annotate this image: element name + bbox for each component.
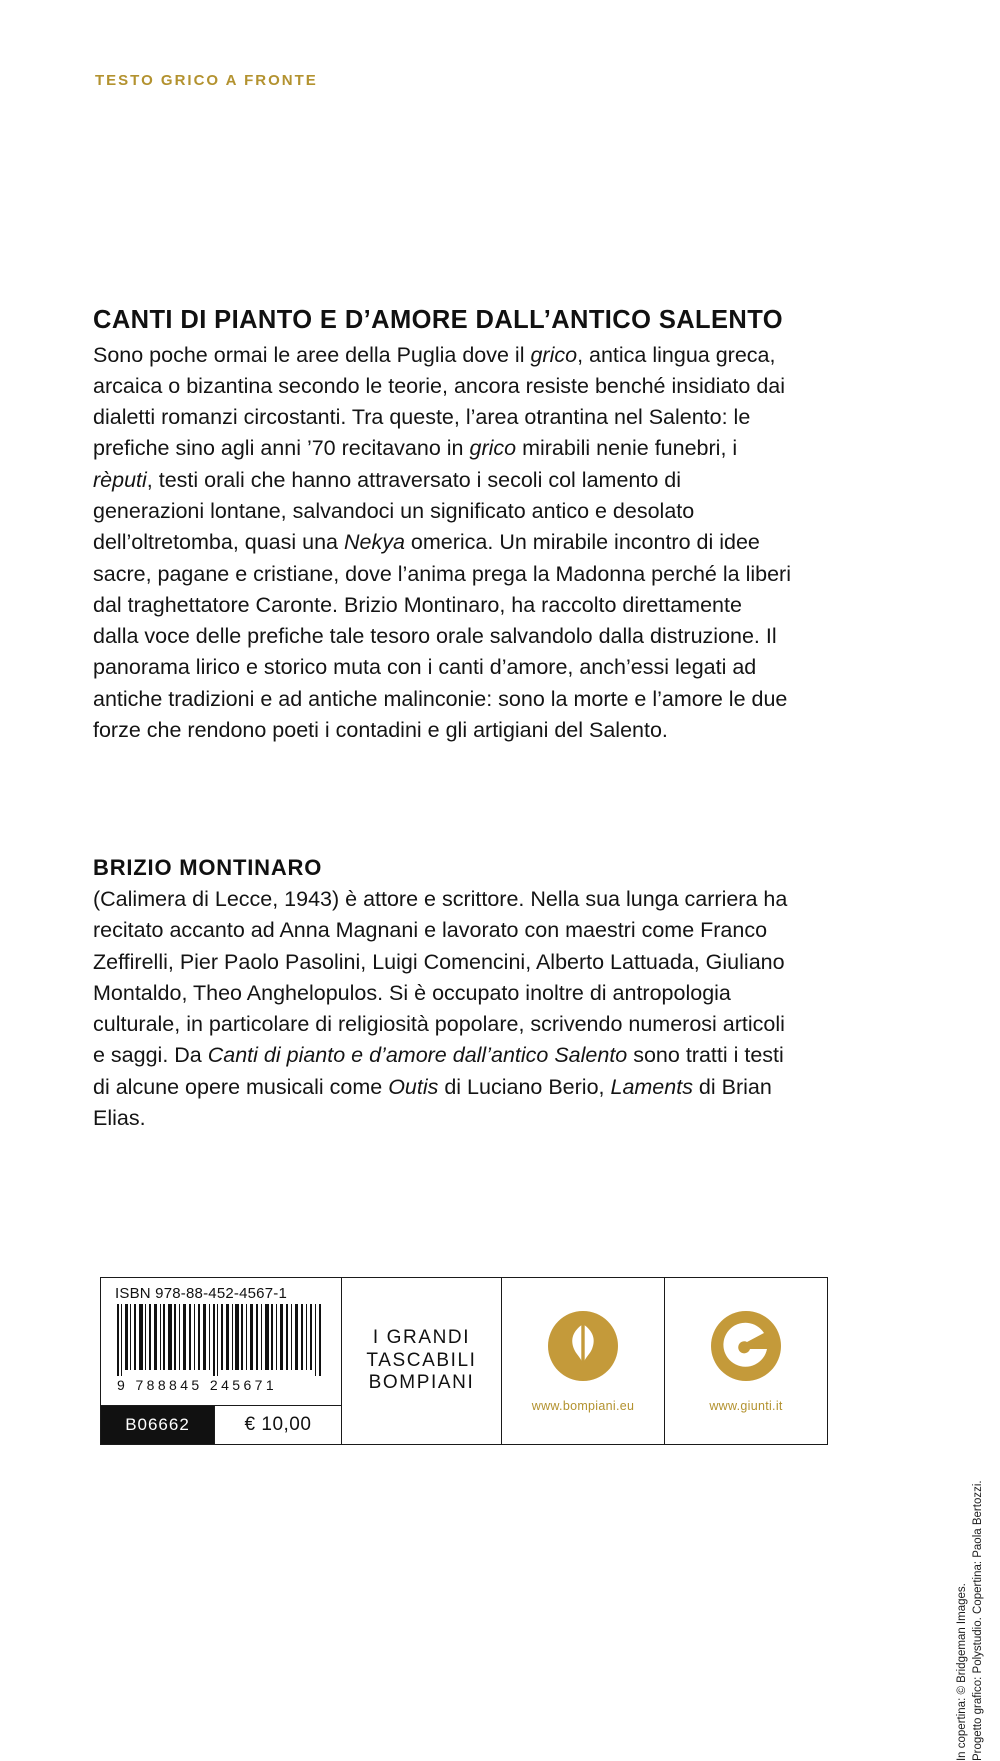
price-row: [101, 1405, 341, 1444]
blurb-title: CANTI DI PIANTO E D’AMORE DALL’ANTICO SALENTO: [93, 306, 783, 334]
barcode-icon: [115, 1304, 327, 1376]
credits-line-1: In copertina: © Bridgeman Images.: [955, 1583, 968, 1761]
series-eyebrow: TESTO GRICO A FRONTE: [95, 72, 318, 89]
publisher-series-cell: [341, 1278, 501, 1444]
barcode-digits: 9 788845 245671: [117, 1377, 277, 1393]
giunti-url[interactable]: www.giunti.it: [709, 1399, 783, 1413]
bompiani-logo-cell: [501, 1278, 664, 1444]
price-value: € 10,00: [214, 1406, 341, 1444]
publisher-line-2: TASCABILI: [366, 1349, 477, 1371]
cover-credits: [955, 1461, 986, 1761]
author-section: [93, 855, 793, 1134]
blurb-section: [93, 305, 793, 746]
bompiani-url[interactable]: www.bompiani.eu: [531, 1399, 635, 1413]
product-code: B06662: [101, 1406, 214, 1444]
barcode-bar: [100, 1277, 828, 1445]
blurb-text: Sono poche ormai le aree della Puglia dove il grico, antica lingua greca, arcaica o bizantina secondo le teorie, ancora resiste benché insidiato dai dialetti romanzi circostanti. Tra queste, l’area otrantina nel Salento: le prefiche sino agli anni ’70 recitavano in grico mirabili nenie funebri, i rèputi, testi orali che hanno attraversato i secoli col lamento di generazioni lontane, salvandoci un significato antico e desolato dell’oltretomba, quasi una Nekya omerica. Un mirabile incontro di idee sacre, pagane e cristiane, dove l’anima prega la Madonna perché la liberi dal traghettatore Caronte. Brizio Montinaro, ha raccolto direttamente dalla voce delle prefiche tale tesoro orale salvandolo dalla distruzione. Il panorama lirico e storico muta con i canti d’amore, anch’essi legati ad antiche tradizioni e ad antiche malinconie: sono la morte e l’amore le due forze che rendono poeti i contadini e gli artigiani del Salento.: [93, 342, 791, 742]
barcode-graphic-area: [101, 1304, 341, 1405]
bompiani-logo-icon: [546, 1309, 620, 1383]
publisher-series-name: [366, 1327, 476, 1394]
credits-line-2: Progetto grafico: Polystudio. Copertina: Paola Bertozzi.: [971, 1480, 984, 1761]
publisher-line-3: BOMPIANI: [368, 1372, 475, 1394]
author-bio: (Calimera di Lecce, 1943) è attore e scrittore. Nella sua lunga carriera ha recitato accanto ad Anna Magnani e lavorato con maestri come Franco Zeffirelli, Pier Paolo Pasolini, Luigi Comencini, Alberto Lattuada, Giuliano Montaldo, Theo Anghelopulos. Si è occupato inoltre di antropologia culturale, in particolare di religiosità popolare, scrivendo numerosi articoli e saggi. Da Canti di pianto e d’amore dall’antico Salento sono tratti i testi di alcune opere musicali come Outis di Luciano Berio, Laments di Brian Elias.: [93, 887, 788, 1130]
barcode-cell: [101, 1278, 341, 1444]
author-name: BRIZIO MONTINARO: [93, 855, 323, 880]
isbn-text: ISBN 978-88-452-4567-1: [115, 1285, 288, 1302]
blurb-paragraph: [93, 340, 793, 747]
giunti-logo-icon: [709, 1309, 783, 1383]
giunti-logo-cell: [664, 1278, 827, 1444]
publisher-line-1: I GRANDI: [372, 1327, 471, 1349]
